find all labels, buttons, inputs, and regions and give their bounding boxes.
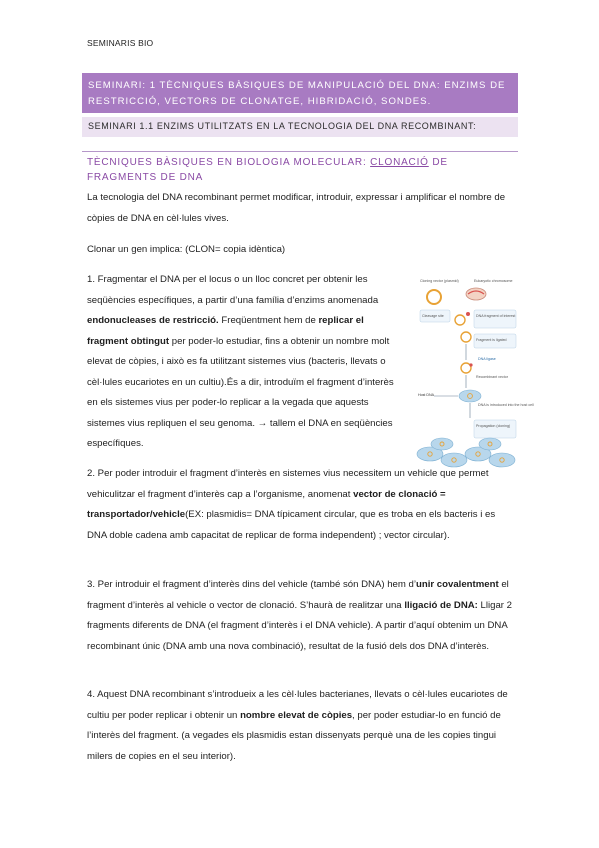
fig-step-6: Propagation (cloning): [476, 424, 511, 428]
clonar-paragraph: Clonar un gen implica: (CLON= copia idèntica): [87, 244, 286, 255]
item-3-text-a: 3. Per introduir el fragment d’interès dins del vehicle (també són DNA) hem d’: [87, 579, 417, 590]
section-heading-keyword: CLONACIÓ: [370, 157, 429, 168]
item-3-bold-b: lligació de DNA:: [404, 599, 478, 611]
fig-step-5: DNA is introduced into the host cell: [478, 403, 534, 407]
item-4-bold: nombre elevat de còpies: [240, 709, 353, 721]
section-heading-pre: TÈCNIQUES BÀSIQUES EN BIOLOGIA MOLECULAR:: [87, 157, 371, 168]
section-heading: [87, 155, 512, 185]
item-3-bold-a: unir covalentment: [416, 579, 499, 590]
item-1-text-b: Freqüentment hem de: [218, 315, 319, 326]
fig-step-2: DNA fragment of interest: [476, 314, 516, 318]
cloning-diagram: [416, 272, 534, 475]
fig-label-host: Host DNA: [418, 393, 434, 397]
item-1-bold-a: endonucleases de restricció.: [87, 315, 219, 326]
item-4-paragraph: [87, 685, 512, 767]
seminar-title-band: SEMINARI: 1 TÈCNIQUES BÀSIQUES DE MANIPULACIÓ DEL DNA: ENZIMS DE RESTRICCIÓ, VECTORS DE CLONATGE, HIBRIDACIÓ, SONDES.: [82, 73, 518, 113]
item-4-text-a: 4. Aquest DNA recombinant s’introdueix a les cèl·lules bacterianes, llevats o cèl·lules eucariotes de cultiu per poder replicar i obtenir un: [87, 689, 508, 721]
fig-label-cloning-vector: Cloning vector (plasmid): [420, 279, 459, 283]
item-2-bold: vector de clonació = transportador/vehicle: [87, 488, 446, 520]
section-divider: [82, 151, 518, 152]
item-2-text-b: (EX: plasmidis= DNA típicament circular, que es troba en els bacteris i es DNA doble cadena amb capacitat de replicar de forma independent) ; vector circular).: [87, 509, 496, 541]
fig-step-4: Recombinant vector: [476, 375, 508, 379]
item-3-text-c: Lligar 2 fragments diferents de DNA (el fragment d’interès i el DNA vehicle). A partir d’aquí obtenim un DNA recombinant únic (DNA amb una nova combinació), resultat de la fusió dels dos DNA d’interès.: [87, 599, 513, 652]
item-3-text-b: el fragment d’interès al vehicle o vector de clonació. S’haurà de realitzar una: [87, 579, 509, 611]
fig-label-ligase: DNA ligase: [478, 357, 496, 361]
intro-paragraph: La tecnologia del DNA recombinant permet modificar, introduir, expressar i amplificar el nombre de còpies de DNA en cèl·lules vives.: [87, 192, 506, 224]
host-cell-icon: [459, 390, 481, 402]
plasmid-icon: [427, 290, 441, 304]
seminar-subtitle-band: SEMINARI 1.1 ENZIMS UTILITZATS EN LA TECNOLOGIA DEL DNA RECOMBINANT:: [82, 117, 518, 137]
item-2-text-a: 2. Per poder introduir el fragment d’interès en sistemes vius necessitem un vehicle que permet vehiculitzar el fragment d’interès cap a l’organisme, anomenat: [87, 468, 489, 500]
item-3-paragraph: [87, 575, 512, 657]
item-1-bold-b: replicar el fragment obtingut: [87, 315, 364, 347]
item-2-paragraph: [87, 464, 512, 546]
page-header: SEMINARIS BIO: [87, 38, 154, 48]
item-4-text-b: , per poder estudiar-lo en funció de l’interès del fragment. (a vegades els plasmidis estan dissenyats perquè una de les copies tingui milers de copies en el seu interior).: [87, 709, 501, 762]
section-heading-post: DE FRAGMENTS DE DNA: [87, 157, 448, 183]
item-1-paragraph: [87, 270, 403, 455]
recombinant-plasmid-icon: [461, 332, 471, 342]
fig-label-eukaryotic: Eukaryotic chromosome: [474, 279, 513, 283]
fig-step-1: Cleavage site: [422, 314, 444, 318]
fig-step-3: Fragment is ligated: [476, 338, 507, 342]
cloned-cells-group: [417, 438, 515, 467]
item-1-text-c: per poder-lo estudiar, fins a obtenir un nombre molt elevat de còpies, i això es fa utilitzant sistemes vius (bacteris, llevats o cèl·lules eucariotes en un cultiu).És a dir, introduïm el fragment d’interès en els sistemes vius per poder-lo replicar a la vegada que aquests sistemes vius repliquen el seu genoma. → tallem el DNA en seqüències específiques.: [87, 335, 394, 449]
item-1-text-a: 1. Fragmentar el DNA per el locus o un lloc concret per obtenir les seqüències específiques, a partir d’una família d’enzims anomenada: [87, 274, 379, 306]
